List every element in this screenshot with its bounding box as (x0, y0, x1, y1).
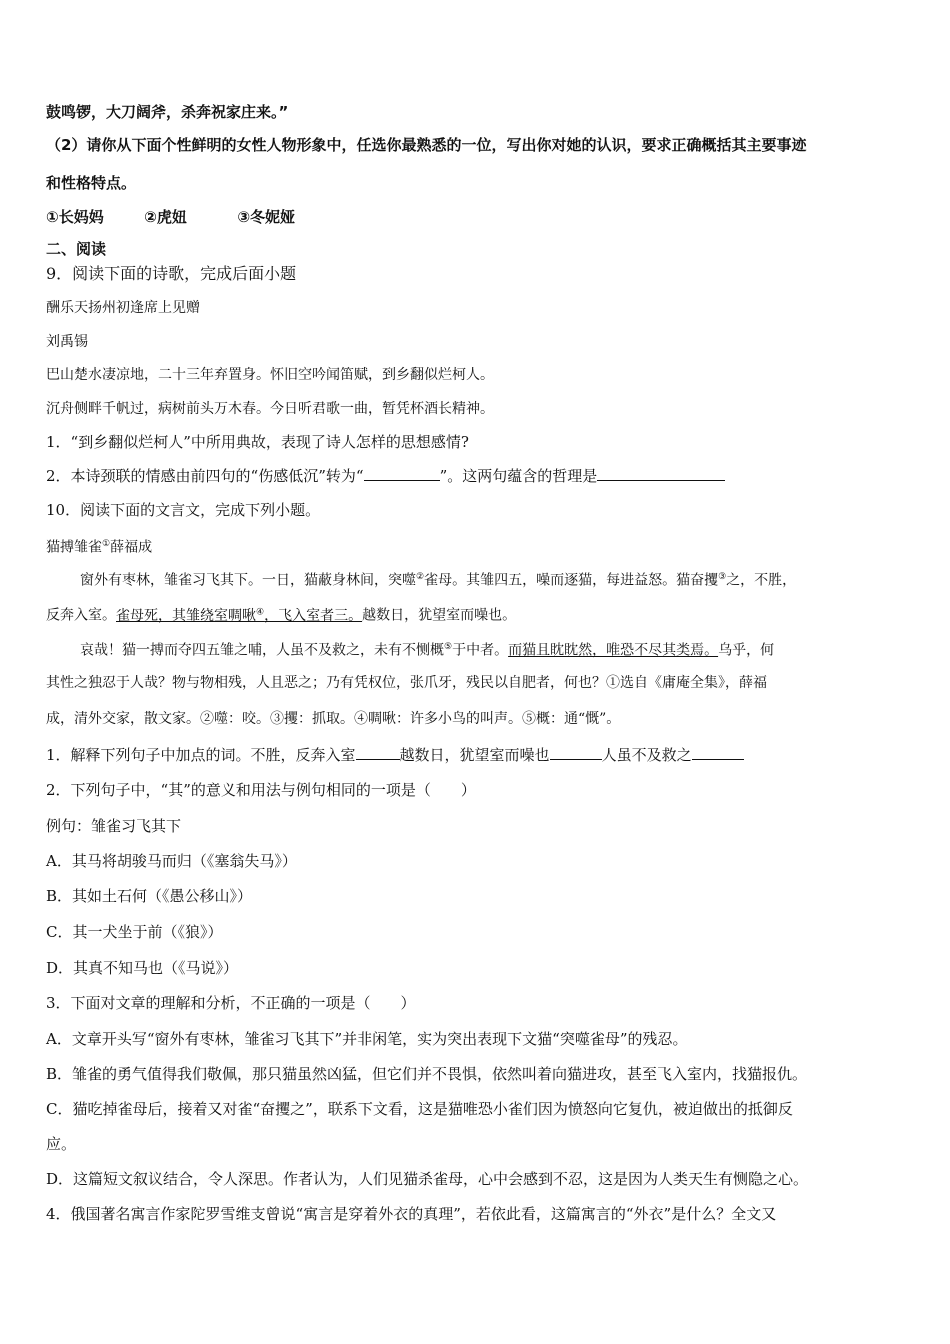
footnote-mark: ② (416, 572, 425, 582)
q10-sub3-option-a: A．文章开头写“窗外有枣林，雏雀习飞其下”并非闲笔，实为突出表现下文猫“突噬雀母”的残忍。 (46, 1030, 688, 1048)
q9-sub2 (46, 465, 904, 487)
passage-text: 于中者。 (452, 642, 509, 659)
section-heading: 二、阅读 (46, 240, 107, 258)
poem-line-1: 巴山楚水凄凉地，二十三年弃置身。怀旧空吟闻笛赋，到乡翻似烂柯人。 (46, 367, 494, 383)
answer-blank[interactable] (356, 745, 400, 760)
passage-text: 乌乎，何 (718, 642, 775, 659)
q10-sub3-option-c-line1: C．猫吃掉雀母后，接着又对雀“奋攫之”，联系下文看，这是猫唯恐小雀们因为愤怒向它复仇，被迫做出的抵御反 (46, 1100, 793, 1118)
q8-2-line2: 和性格特点。 (46, 174, 137, 192)
poem-line-2: 沉舟侧畔千帆过，病树前头万木春。今日听君歌一曲，暂凭杯酒长精神。 (46, 401, 494, 417)
answer-blank[interactable] (364, 466, 440, 481)
option-2: ②虎妞 (144, 208, 187, 226)
footnote-mark: ⑤ (444, 642, 453, 652)
q10-sub2-option-c: C．其一犬坐于前（《狼》） (46, 923, 223, 941)
q9-sub2-part-a: 2．本诗颈联的情感由前四句的“伤感低沉”转为“ (46, 467, 364, 485)
footnote-mark: ① (102, 539, 111, 549)
passage-text: 雀母死，其雏绕室啁啾 (116, 607, 256, 624)
passage-text: 窗外有枣林，雏雀习飞其下。一日，猫蔽身林间，突噬 (80, 572, 416, 589)
option-1: ①长妈妈 (46, 208, 104, 226)
q10-sub1-text: 越数日，犹望室而噪也 (399, 746, 550, 764)
q10-sub3-option-d: D．这篇短文叙议结合，令人深思。作者认为，人们见猫杀雀母，心中会感到不忍，这是因为人类天生有恻隐之心。 (46, 1170, 809, 1188)
passage-text: 哀哉！猫一搏而夺四五雏之哺，人虽不及救之，未有不恻概 (80, 642, 444, 659)
passage-text: ，飞入室者三。 (264, 607, 363, 624)
passage-text: 反奔入室。 (46, 607, 116, 624)
q10-sub3: 3．下面对文章的理解和分析，不正确的一项是（ ） (46, 994, 416, 1012)
footnote-mark: ④ (256, 607, 265, 617)
q10-sub2: 2．下列句子中，“其”的意义和用法与例句相同的一项是（ ） (46, 781, 476, 799)
passage-p1-line1 (80, 566, 904, 592)
poem-title: 酬乐天扬州初逢席上见赠 (46, 300, 200, 316)
q10-sub2-option-d: D．其真不知马也（《马说》） (46, 959, 239, 977)
passage-title (46, 533, 904, 559)
option-3: ③冬妮娅 (237, 208, 296, 226)
q8-2-line1: （2）请你从下面个性鲜明的女性人物形象中，任选你最熟悉的一位，写出你对她的认识，要求正确概括其主要事迹 (46, 136, 807, 154)
footnote-mark: ③ (718, 572, 727, 582)
q10-sub1-text: 1．解释下列句子中加点的词。不胜，反奔入室 (46, 746, 356, 764)
q9-sub2-part-b: ”。这两句蕴含的哲理是 (439, 467, 598, 485)
q10-sub2-option-b: B．其如土石何（《愚公移山》） (46, 887, 253, 905)
q10-sub2-option-a: A．其马将胡骏马而归（《塞翁失马》） (46, 852, 297, 870)
passage-p1-line2 (46, 601, 904, 627)
q10-sub3-option-c-line2: 应。 (46, 1135, 77, 1153)
passage-title-text: 猫搏雏雀 (46, 539, 102, 556)
passage-author: 薛福成 (110, 539, 153, 556)
poem-author: 刘禹锡 (46, 334, 88, 350)
passage-p2-line3: 成，清外交家，散文家。②噬：咬。③攫：抓取。④啁啾：许多小鸟的叫声。⑤概：通“慨”。 (46, 711, 621, 727)
q10-sub1 (46, 744, 904, 766)
q10-sub1-text: 人虽不及救之 (601, 746, 692, 764)
passage-p2-line2: 其性之独忍于人哉？物与物相残，人且恶之；乃有凭权位，张爪牙，残民以自肥者，何也？①选自《庸庵全集》，薛福 (46, 675, 767, 691)
passage-text: 越数日，犹望室而噪也。 (362, 607, 517, 624)
q10-sub3-option-b: B．雏雀的勇气值得我们敬佩，那只猫虽然凶猛，但它们并不畏惧，依然叫着向猫进攻，甚至飞入室内，找猫报仇。 (46, 1065, 808, 1083)
q8-2-options (46, 206, 904, 228)
q9-title: 9．阅读下面的诗歌，完成后面小题 (46, 264, 297, 283)
q10-sub4: 4．俄国著名寓言作家陀罗雪维支曾说“寓言是穿着外衣的真理”，若依此看，这篇寓言的“外衣”是什么？全文又 (46, 1205, 777, 1223)
q10-sub2-example: 例句：雏雀习飞其下 (46, 817, 182, 835)
passage-p2-line1 (80, 636, 904, 662)
underlined-sentence: 而猫且眈眈然，唯恐不尽其类焉。 (508, 642, 719, 659)
q9-sub1: 1．“到乡翻似烂柯人”中所用典故，表现了诗人怎样的思想感情? (46, 433, 469, 451)
answer-blank[interactable] (597, 466, 725, 481)
passage-text: 之，不胜， (726, 572, 797, 589)
cont-quote-line: 鼓鸣锣，大刀阔斧，杀奔祝家庄来。” (46, 103, 289, 121)
answer-blank[interactable] (692, 745, 744, 760)
q10-title: 10．阅读下面的文言文，完成下列小题。 (46, 501, 321, 519)
answer-blank[interactable] (550, 745, 602, 760)
underlined-sentence (116, 608, 362, 624)
passage-text: 雀母。其雏四五，噪而逐猫，每进益怒。猫奋攫 (424, 572, 719, 589)
